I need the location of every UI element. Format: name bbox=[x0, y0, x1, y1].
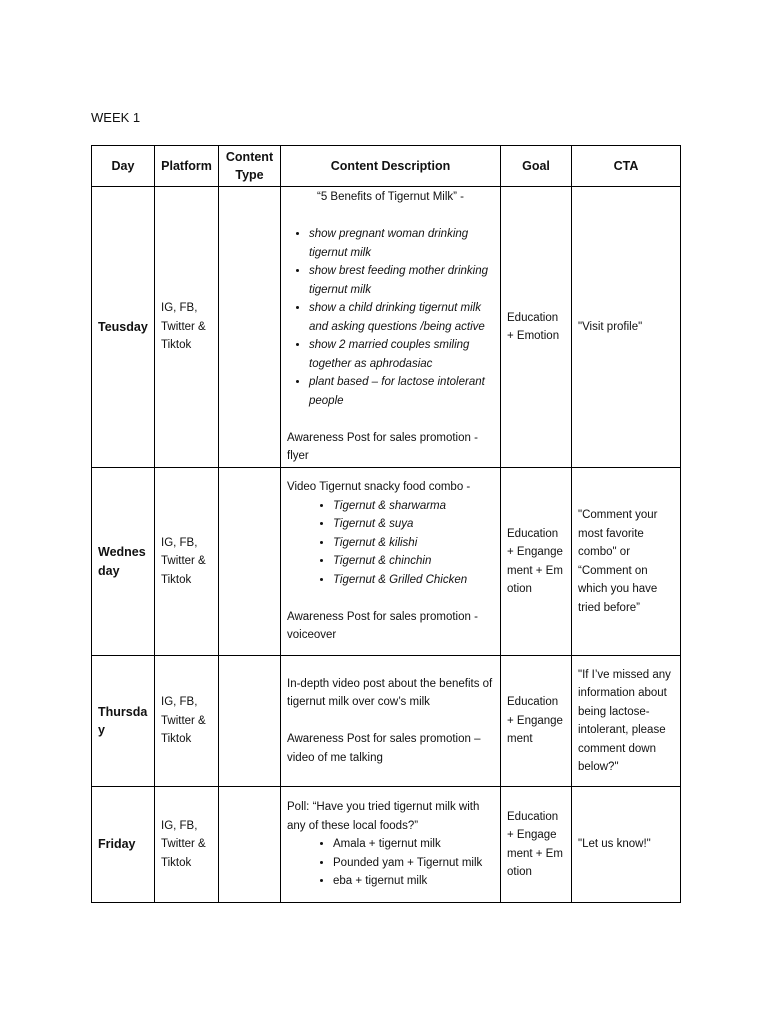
platform-cell: IG, FB, Twitter & Tiktok bbox=[155, 787, 219, 903]
day-cell: Friday bbox=[92, 787, 155, 903]
table-row bbox=[92, 468, 681, 656]
description-footer: Awareness Post for sales promotion – video of me talking bbox=[287, 733, 481, 764]
goal-cell: Education + Engangement + Emotion bbox=[501, 468, 572, 656]
list-item: • eba + tigernut milk bbox=[333, 872, 494, 891]
description-footer: Awareness Post for sales promotion - voiceover bbox=[287, 610, 478, 642]
content-type-cell bbox=[219, 787, 281, 903]
description-bullets bbox=[287, 225, 494, 410]
platform-cell: IG, FB, Twitter & Tiktok bbox=[155, 656, 219, 787]
list-item: • Pounded yam + Tigernut milk bbox=[333, 854, 494, 873]
table-row bbox=[92, 656, 681, 787]
cta-cell: "Let us know!" bbox=[572, 787, 681, 903]
list-item: • Tigernut & chinchin bbox=[333, 552, 494, 571]
content-type-cell bbox=[219, 468, 281, 656]
list-item: • show pregnant woman drinking tigernut milk bbox=[309, 225, 494, 262]
list-item: • Tigernut & sharwarma bbox=[333, 497, 494, 516]
cta-cell: "Comment your most favorite combo" or “Comment on which you have tried before” bbox=[572, 468, 681, 656]
day-cell: Thursday bbox=[92, 656, 155, 787]
table-row bbox=[92, 187, 681, 468]
table-header-row bbox=[92, 146, 681, 187]
list-item: • show 2 married couples smiling together as aphrodasiac bbox=[309, 336, 494, 373]
list-item: • Tigernut & kilishi bbox=[333, 534, 494, 553]
platform-cell: IG, FB, Twitter & Tiktok bbox=[155, 468, 219, 656]
description-bullets bbox=[287, 497, 494, 590]
table-row bbox=[92, 787, 681, 903]
content-type-cell bbox=[219, 187, 281, 468]
content-calendar-table bbox=[91, 145, 681, 903]
list-item: • show a child drinking tigernut milk and asking questions /being active bbox=[309, 299, 494, 336]
description-cell bbox=[281, 787, 501, 903]
day-cell: Wednesday bbox=[92, 468, 155, 656]
description-cell bbox=[281, 187, 501, 468]
description-title: Poll: “Have you tried tigernut milk with any of these local foods?” bbox=[287, 801, 480, 832]
cta-cell: "If I’ve missed any information about being lactose-intolerant, please comment down below?" bbox=[572, 656, 681, 787]
content-type-cell bbox=[219, 656, 281, 787]
description-footer: Awareness Post for sales promotion - flyer bbox=[287, 431, 478, 463]
list-item: • Tigernut & Grilled Chicken bbox=[333, 571, 494, 590]
list-item: • plant based – for lactose intolerant people bbox=[309, 373, 494, 410]
goal-cell: Education + Emotion bbox=[501, 187, 572, 468]
header-platform: Platform bbox=[155, 146, 219, 187]
goal-cell: Education + Engangement bbox=[501, 656, 572, 787]
header-day: Day bbox=[92, 146, 155, 187]
header-goal: Goal bbox=[501, 146, 572, 187]
header-content-type: Content Type bbox=[219, 146, 281, 187]
cta-cell: "Visit profile" bbox=[572, 187, 681, 468]
header-content-description: Content Description bbox=[281, 146, 501, 187]
day-cell: Teusday bbox=[92, 187, 155, 468]
description-cell bbox=[281, 656, 501, 787]
description-title: “5 Benefits of Tigernut Milk” - bbox=[317, 191, 464, 204]
list-item: • show brest feeding mother drinking tigernut milk bbox=[309, 262, 494, 299]
goal-cell: Education + Engagement + Emotion bbox=[501, 787, 572, 903]
description-cell bbox=[281, 468, 501, 656]
list-item: • Tigernut & suya bbox=[333, 515, 494, 534]
description-title: Video Tigernut snacky food combo - bbox=[287, 481, 471, 494]
platform-cell: IG, FB, Twitter & Tiktok bbox=[155, 187, 219, 468]
description-bullets bbox=[287, 835, 494, 891]
week-label: WEEK 1 bbox=[91, 110, 141, 125]
description-title: In-depth video post about the benefits of tigernut milk over cow’s milk bbox=[287, 677, 493, 709]
header-cta: CTA bbox=[572, 146, 681, 187]
list-item: • Amala + tigernut milk bbox=[333, 835, 494, 854]
